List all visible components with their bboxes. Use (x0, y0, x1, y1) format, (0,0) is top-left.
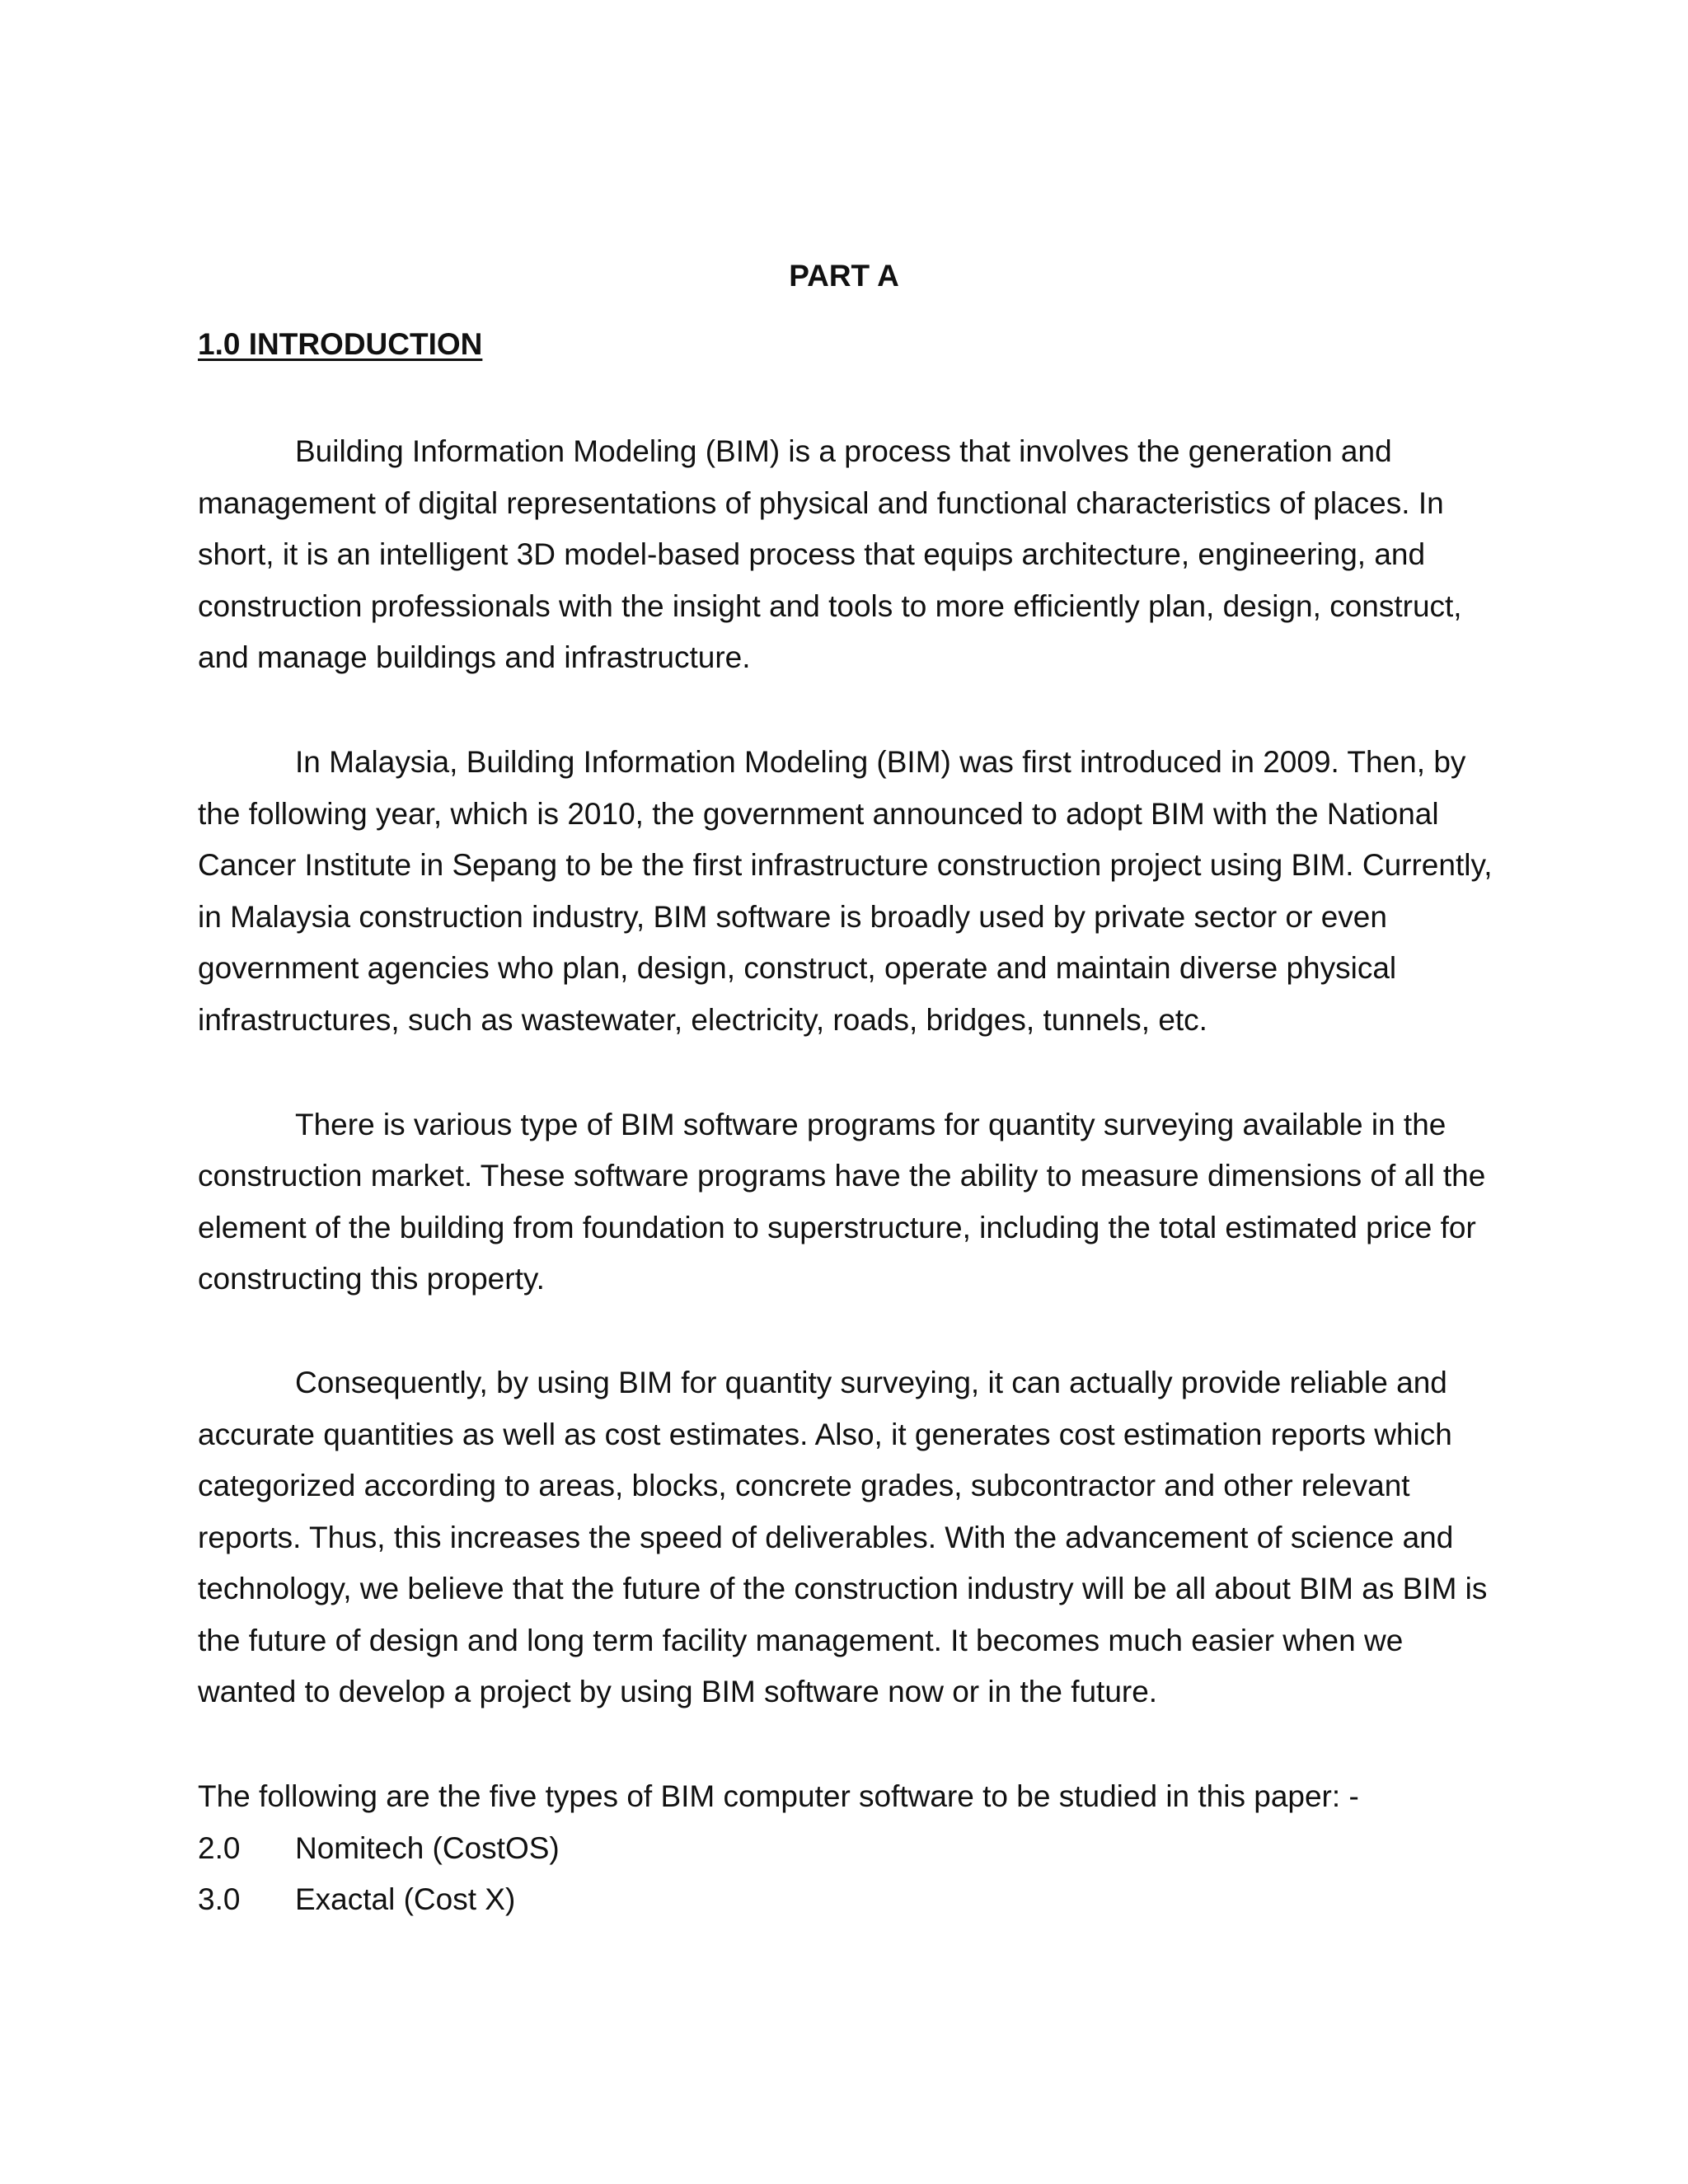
list-item-text: Exactal (Cost X) (295, 1882, 516, 1916)
paragraph-line: government agencies who plan, design, construct, operate and maintain diverse physical (198, 951, 1397, 985)
paragraph-line: Consequently, by using BIM for quantity surveying, it can actually provide reliable and (295, 1366, 1447, 1399)
paragraph-line: construction professionals with the insight and tools to more efficiently plan, design, construct, (198, 589, 1462, 623)
paragraph-line: management of digital representations of physical and functional characteristics of places. In (198, 486, 1444, 520)
paragraph-line: the following year, which is 2010, the government announced to adopt BIM with the National (198, 797, 1439, 831)
paragraph-line: the future of design and long term facility management. It becomes much easier when we (198, 1624, 1404, 1657)
paragraph-line: in Malaysia construction industry, BIM software is broadly used by private sector or even (198, 900, 1387, 934)
list-item-text: Nomitech (CostOS) (295, 1831, 560, 1865)
paragraph-line: Building Information Modeling (BIM) is a process that involves the generation and (295, 434, 1392, 468)
paragraph-line: and manage buildings and infrastructure. (198, 640, 751, 674)
list-item-number: 2.0 (198, 1831, 241, 1865)
paragraph-line: infrastructures, such as wastewater, electricity, roads, bridges, tunnels, etc. (198, 1003, 1207, 1037)
paragraph-line: short, it is an intelligent 3D model-based process that equips architecture, engineering, and (198, 537, 1426, 571)
paragraph-line: categorized according to areas, blocks, concrete grades, subcontractor and other relevant (198, 1469, 1410, 1502)
paragraph-line: wanted to develop a project by using BIM software now or in the future. (198, 1675, 1158, 1708)
paragraph-line: Cancer Institute in Sepang to be the first infrastructure construction project using BIM. Currently, (198, 848, 1493, 882)
paragraph-line: constructing this property. (198, 1262, 545, 1296)
paragraph-line: construction market. These software programs have the ability to measure dimensions of all the (198, 1159, 1486, 1193)
part-title: PART A (789, 259, 899, 293)
section-heading: 1.0 INTRODUCTION (198, 327, 483, 361)
list-intro: The following are the five types of BIM computer software to be studied in this paper: - (198, 1779, 1359, 1813)
list-item-number: 3.0 (198, 1882, 241, 1916)
paragraph-line: accurate quantities as well as cost estimates. Also, it generates cost estimation reports which (198, 1418, 1452, 1451)
paragraph-line: There is various type of BIM software programs for quantity surveying available in the (295, 1108, 1447, 1141)
paragraph-line: technology, we believe that the future of the construction industry will be all about BIM as BIM is (198, 1572, 1488, 1605)
paragraph-line: reports. Thus, this increases the speed of deliverables. With the advancement of science and (198, 1521, 1454, 1554)
paragraph-line: element of the building from foundation to superstructure, including the total estimated price for (198, 1211, 1476, 1244)
paragraph-line: In Malaysia, Building Information Modeling (BIM) was first introduced in 2009. Then, by (295, 745, 1466, 779)
